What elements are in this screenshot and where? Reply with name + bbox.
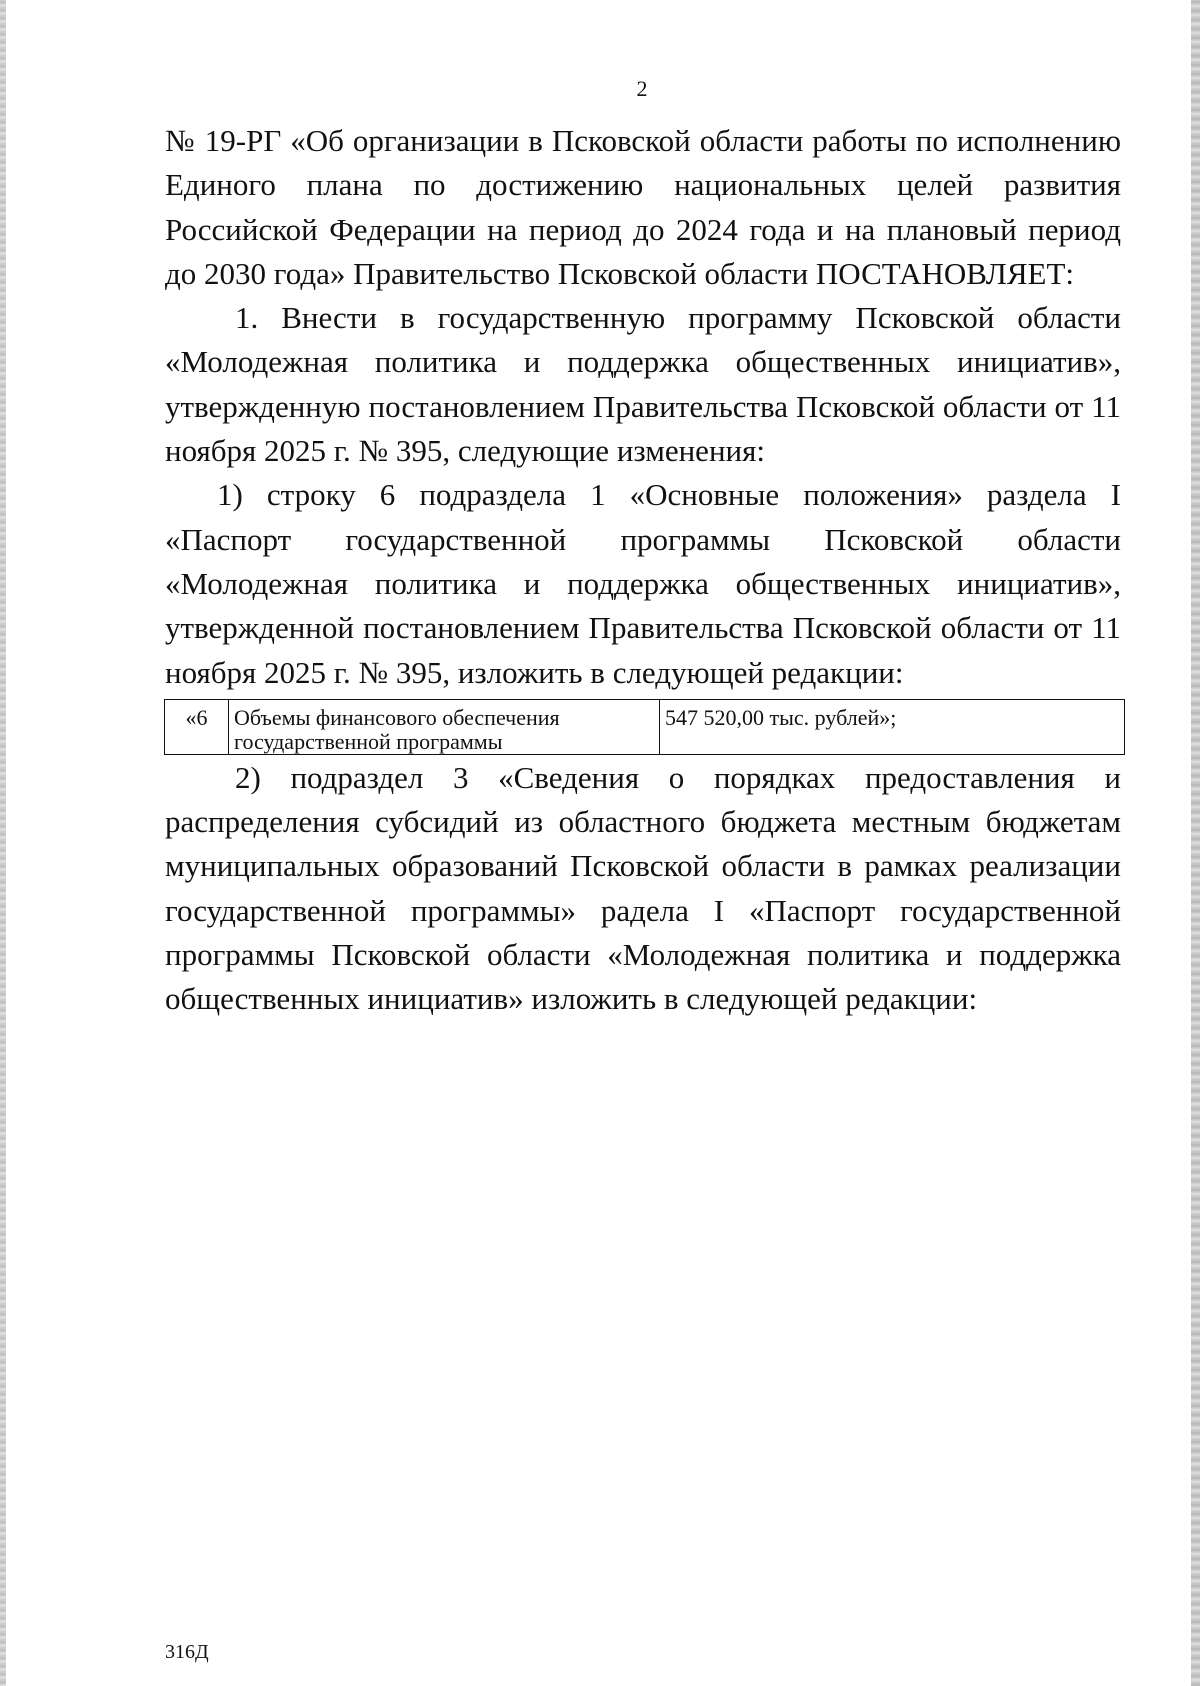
amendment-table	[164, 699, 1125, 755]
document-code: 316Д	[165, 1641, 209, 1663]
scan-edge-right	[1191, 0, 1200, 1686]
table-row-number: «6	[165, 699, 229, 754]
paragraph-subitem-2: 2) подраздел 3 «Сведения о порядках предоставления и распределения субсидий из областного бюджета местным бюджетам муниципальных образований Псковской области в рамках реализации государственной программы» радела I «Паспорт государственной программы Псковской области «Молодежная политика и поддержка общественных инициатив» изложить в следующей редакции:	[165, 759, 1121, 1017]
table-row-name: Объемы финансового обеспечения государственной программы	[229, 699, 660, 754]
paragraph-preamble: № 19-РГ «Об организации в Псковской области работы по исполнению Единого плана по достижению национальных целей развития Российской Федерации на период до 2024 года и на плановый период до 2030 года» Правительство Псковской области ПОСТАНОВЛЯЕТ:	[165, 123, 1121, 291]
scan-edge-left	[0, 0, 6, 1686]
paragraph-subitem-1: 1) строку 6 подраздела 1 «Основные положения» раздела I «Паспорт государственной программы Псковской области «Молодежная политика и поддержка общественных инициатив», утвержденной постановлением Правительства Псковской области от 11 ноября 2025 г. № 395, изложить в следующей редакции:	[165, 477, 1121, 690]
paragraph-item-1: 1. Внести в государственную программу Псковской области «Молодежная политика и поддержка общественных инициатив», утвержденную постановлением Правительства Псковской области от 11 ноября 2025 г. № 395, следующие изменения:	[165, 300, 1121, 469]
table-row	[165, 699, 1125, 754]
table-row-value: 547 520,00 тыс. рублей»;	[660, 699, 1125, 754]
document-body	[165, 119, 1121, 1022]
page-number: 2	[636, 76, 648, 101]
